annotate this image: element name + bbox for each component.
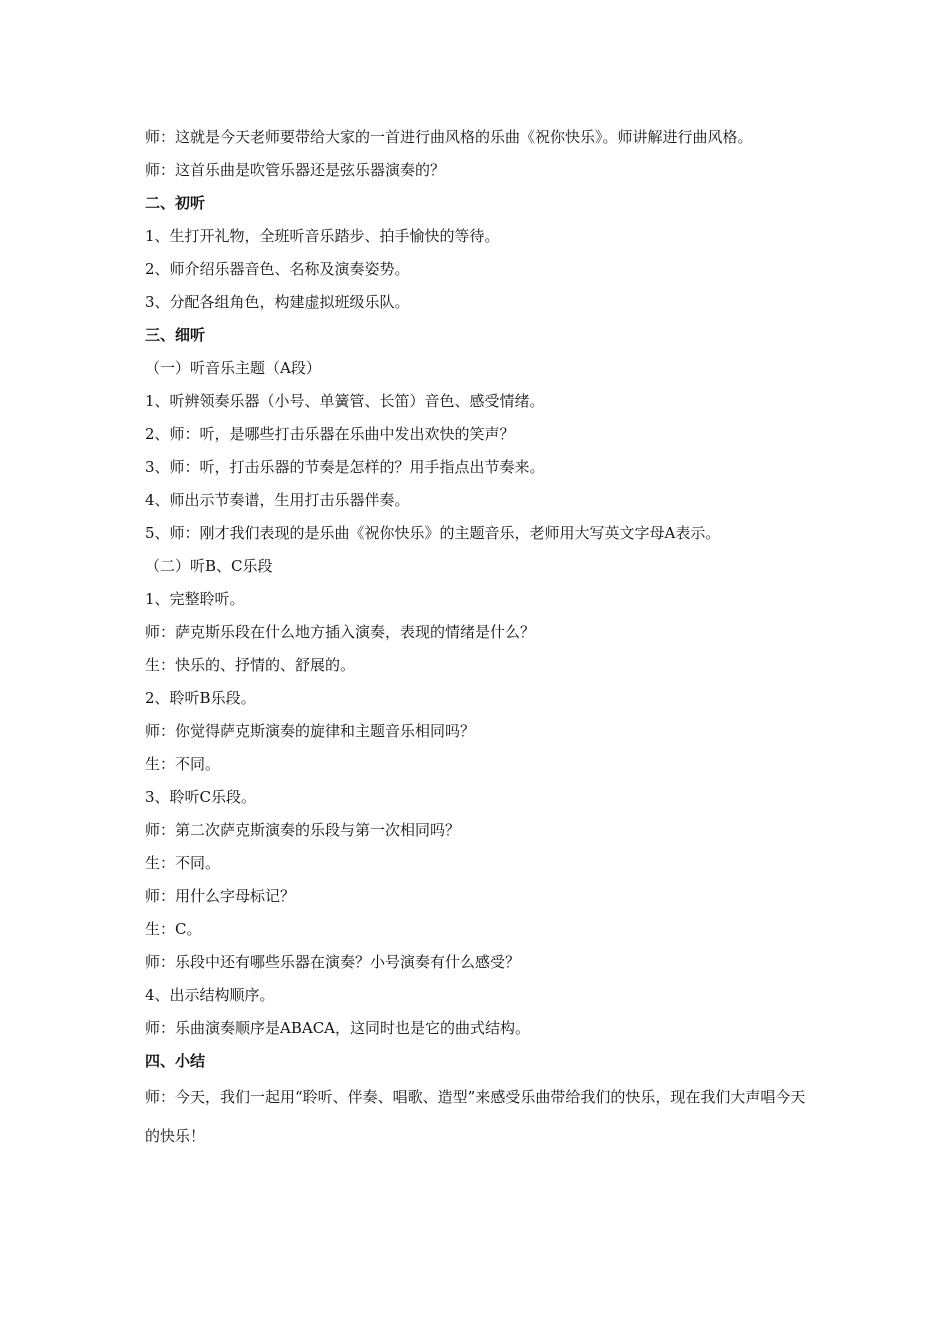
text-line: 1、生打开礼物，全班听音乐踏步、拍手愉快的等待。 (145, 227, 500, 245)
text-line: 师：萨克斯乐段在什么地方插入演奏，表现的情绪是什么？ (145, 623, 536, 641)
text-line: 2、师：听，是哪些打击乐器在乐曲中发出欢快的笑声？ (145, 425, 515, 443)
text-line: 生：不同。 (145, 755, 221, 773)
text-line: 师：你觉得萨克斯演奏的旋律和主题音乐相同吗？ (145, 722, 476, 740)
text-line: 师：第二次萨克斯演奏的乐段与第一次相同吗？ (145, 821, 461, 839)
text-line: 3、聆听C乐段。 (145, 788, 257, 806)
text-line: 生：不同。 (145, 854, 221, 872)
section-heading: 四、小结 (145, 1052, 206, 1070)
text-line: 2、聆听B乐段。 (145, 689, 256, 707)
text-line: 1、完整聆听。 (145, 590, 245, 608)
text-line: 师：用什么字母标记？ (145, 887, 296, 905)
text-line: 师：乐段中还有哪些乐器在演奏？小号演奏有什么感受？ (145, 953, 521, 971)
section-heading: 二、初听 (145, 194, 206, 212)
subsection-heading: （二）听B、C乐段 (145, 557, 273, 575)
text-line: 1、听辨领奏乐器（小号、单簧管、长笛）音色、感受情绪。 (145, 392, 545, 410)
text-line: 生：快乐的、抒情的、舒展的。 (145, 656, 356, 674)
closing-paragraph: 师：今天，我们一起用“聆听、伴奏、唱歌、造型”来感受乐曲带给我们的快乐，现在我们大声唱今天的快乐！ (145, 1088, 806, 1145)
subsection-heading: （一）听音乐主题（A段） (145, 359, 321, 377)
text-line: 师：这首乐曲是吹管乐器还是弦乐器演奏的？ (145, 161, 446, 179)
section-heading: 三、细听 (145, 326, 206, 344)
text-line: 2、师介绍乐器音色、名称及演奏姿势。 (145, 260, 410, 278)
text-line: 师：乐曲演奏顺序是ABACA，这同时也是它的曲式结构。 (145, 1019, 530, 1037)
text-line: 3、师：听，打击乐器的节奏是怎样的？用手指点出节奏来。 (145, 458, 545, 476)
text-line: 师：这就是今天老师要带给大家的一首进行曲风格的乐曲《祝你快乐》。师讲解进行曲风格。 (145, 128, 753, 146)
text-line: 4、出示结构顺序。 (145, 986, 275, 1004)
text-line: 4、师出示节奏谱，生用打击乐器伴奏。 (145, 491, 410, 509)
document-body (145, 121, 815, 1156)
text-line: 5、师：刚才我们表现的是乐曲《祝你快乐》的主题音乐，老师用大写英文字母A表示。 (145, 524, 721, 542)
text-line: 生：C。 (145, 920, 202, 938)
text-line: 3、分配各组角色，构建虚拟班级乐队。 (145, 293, 410, 311)
